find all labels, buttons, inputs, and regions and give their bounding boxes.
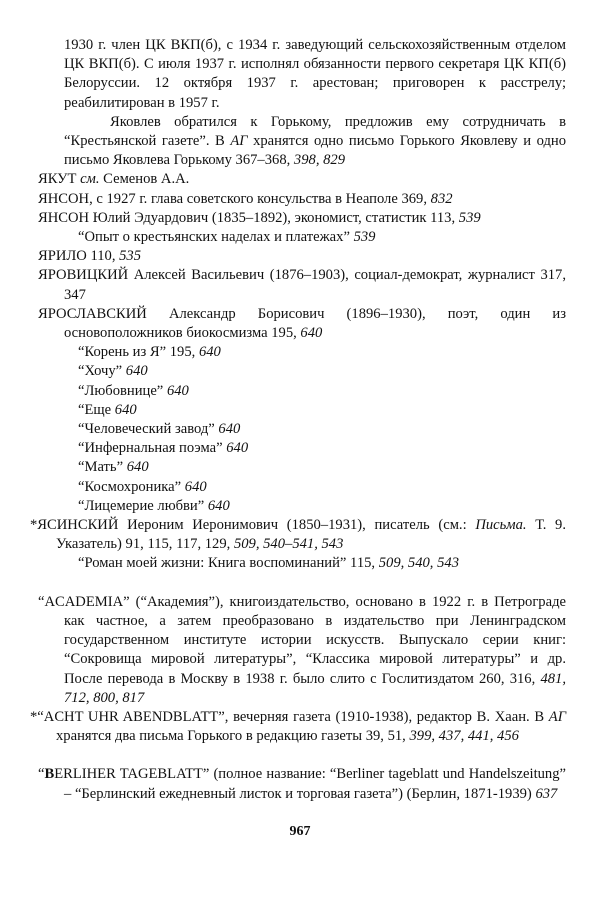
index-entry-yasinsky: *ЯСИНСКИЙ Иероним Иеронимович (1850–1931), писатель (см.: Письма. Т. 9. Указатель) 91, 115, 117, 129, 509, 540–541, 543 [30,517,567,553]
index-entry-yakut: ЯКУТ см. Семенов А.А. [38,171,190,188]
work-entry: “Мать” 640 [78,459,149,476]
work-entry: “Любовнице” 640 [78,382,189,399]
work-entry: “Космохроника” 640 [78,478,207,495]
index-entry-academia: “ACADEMIA” (“Академия”), книгоиздательство, основано в 1922 г. в Петрограде как частное, а затем преобразовано в издательство при Ленинградском государственном институте истории искусств. Выпускало серии книг: “Сокровища мировой литературы”, “Классика мировой литературы” и др. После перевода в Москву в 1938 г. было слито с Гослитиздатом 260, 316, 481, 712, 800, 817 [38,593,566,706]
section-gap [38,746,566,765]
index-page [30,36,567,804]
index-entry-yanson-yuly: ЯНСОН Юлий Эдуардович (1835–1892), экономист, статистик 113, 539 [38,209,481,226]
work-entry: “Хочу” 640 [78,363,148,380]
index-entry-yanson: ЯНСОН, с 1927 г. глава советского консульства в Неаполе 369, 832 [38,190,453,207]
work-entry: “Инфернальная поэма” 640 [78,440,249,457]
index-entry-yarovitsky: ЯРОВИЦКИЙ Алексей Васильевич (1876–1903), социал-демократ, журналист 317, 347 [38,267,566,303]
work-entry: “Человеческий завод” 640 [78,421,241,438]
page-number: 967 [289,824,311,839]
section-gap [38,574,566,593]
yakovlev-entry-continuation: 1930 г. член ЦК ВКП(б), с 1934 г. заведующий сельскохозяйственным отделом ЦК ВКП(б). С июля 1937 г. исполнял обязанности первого секретаря ЦК КП(б) Белоруссии. 12 октября 1937 г. арестован; приговорен к расстрелу; реабилитирован в 1957 г. [64,37,566,111]
work-entry: “Опыт о крестьянских наделах и платежах” 539 [78,229,376,246]
work-entry: “Корень из Я” 195, 640 [78,344,221,361]
index-entry-berliner: “BERLIHER TAGEBLATT” (полное название: “Berliner tageblatt und Handelszeitung” – “Берлинский ежедневный листок и торговая газета”) (Берлин, 1871-1939) 637 [38,766,566,802]
index-entry-acht-uhr: *“ACHT UHR ABENDBLATT”, вечерняя газета (1910-1938), редактор В. Хаан. В АГ хранятся два письма Горького в редакцию газеты 39, 51, 399, 437, 441, 456 [30,708,566,745]
work-entry: “Лицемерие любви” 640 [78,497,230,514]
work-entry: “Еще 640 [78,401,137,418]
index-entry-yarilo: ЯРИЛО 110, 535 [38,248,142,265]
index-entry-yaroslavsky: ЯРОСЛАВСКИЙ Александр Борисович (1896–1930), поэт, один из основоположников биокосмизма 195, 640 [38,305,566,342]
yakovlev-note: Яковлев обратился к Горькому, предложив ему сотрудничать в “Крестьянской газете”. В АГ хранятся одно письмо Горького Яковлеву и одно письмо Яковлева Горькому 367–368, 398, 829 [64,113,566,169]
work-entry: “Роман моей жизни: Книга воспоминаний” 115, 509, 540, 543 [78,555,459,572]
